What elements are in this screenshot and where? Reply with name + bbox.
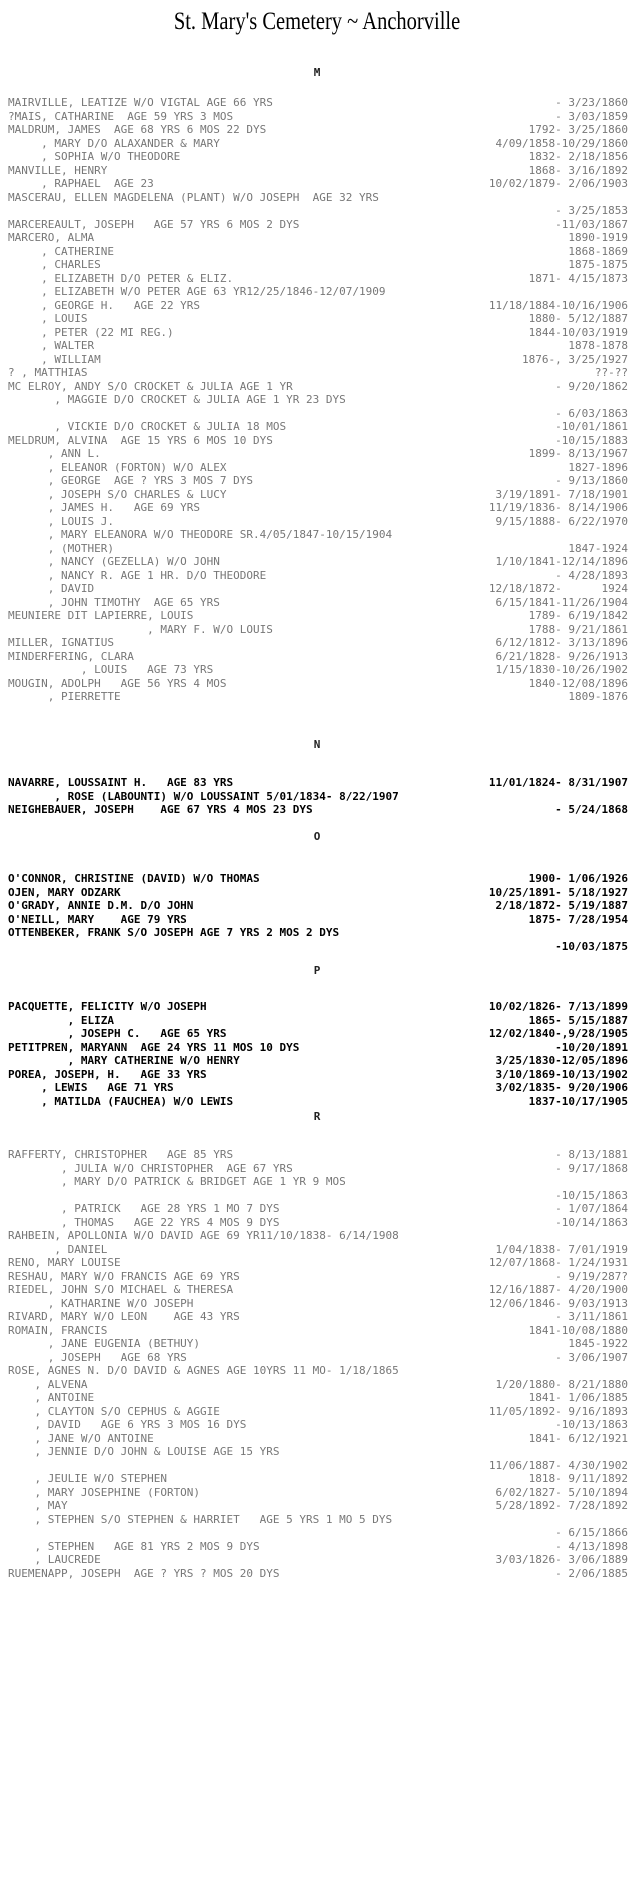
entry-name: , ALVENA	[8, 1377, 88, 1391]
burial-entry	[8, 1364, 628, 1378]
burial-entry	[8, 542, 628, 556]
entry-dates: -10/14/1863	[555, 1215, 628, 1229]
burial-entry	[8, 96, 628, 110]
entry-name: , GEORGE AGE ? YRS 3 MOS 7 DYS	[8, 474, 254, 487]
section-heading-r: R	[313, 1110, 321, 1123]
burial-entry	[8, 1553, 628, 1567]
entry-dates: 6/02/1827- 5/10/1894	[495, 1485, 628, 1499]
entry-dates: - 1/07/1864	[555, 1202, 628, 1215]
section-p-list	[8, 1000, 628, 1108]
entry-dates: - 3/25/1853	[555, 204, 628, 217]
burial-entry	[8, 926, 628, 940]
entry-dates: 1865- 5/15/1887	[528, 1013, 628, 1027]
entry-name: , JANE EUGENIA (BETHUY)	[8, 1337, 201, 1350]
burial-entry	[8, 177, 628, 191]
entry-dates: 1818- 9/11/1892	[528, 1472, 628, 1485]
entry-dates: 1875- 7/28/1954	[528, 912, 628, 926]
burial-entry	[8, 1270, 628, 1284]
entry-name: , CLAYTON S/O CEPHUS & AGGIE	[8, 1404, 220, 1418]
entry-dates: 12/07/1868- 1/24/1931	[488, 1256, 628, 1269]
entry-name: MELDRUM, ALVINA AGE 15 YRS 6 MOS 10 DYS	[8, 433, 273, 447]
burial-entry	[8, 1175, 628, 1189]
entry-name: , ELIZABETH D/O PETER & ELIZ.	[8, 271, 234, 285]
entry-name: , THOMAS AGE 22 YRS 4 MOS 9 DYS	[8, 1215, 280, 1229]
burial-entry	[8, 690, 628, 704]
entry-dates: 1890-1919	[568, 231, 628, 244]
entry-dates: 1809-1876	[568, 690, 628, 703]
burial-entry	[8, 1095, 628, 1109]
entry-dates: -10/01/1861	[555, 420, 628, 433]
entry-name: OJEN, MARY ODZARK	[8, 885, 121, 899]
entry-name: O'GRADY, ANNIE D.M. D/O JOHN	[8, 899, 194, 912]
entry-dates: - 6/03/1863	[555, 406, 628, 420]
entry-dates: - 9/19/287?	[555, 1269, 628, 1283]
entry-name: , LAUCREDE	[8, 1553, 101, 1566]
burial-entry	[8, 1014, 628, 1028]
entry-name: ? , MATTHIAS	[8, 366, 88, 379]
burial-entry	[8, 312, 628, 326]
entry-dates: - 9/17/1868	[555, 1161, 628, 1175]
entry-dates: 5/28/1892- 7/28/1892	[495, 1499, 628, 1512]
page-title: St. Mary's Cemetery ~ Anchorville	[173, 8, 461, 35]
burial-entry	[8, 1256, 628, 1270]
entry-name: , ELEANOR (FORTON) W/O ALEX	[8, 460, 227, 474]
burial-entry	[8, 191, 628, 205]
entry-name: , KATHARINE W/O JOSEPH	[8, 1296, 194, 1310]
burial-entry	[8, 1041, 628, 1055]
entry-name: , PIERRETTE	[8, 690, 121, 703]
entry-name: MARCERO, ALMA	[8, 231, 95, 244]
entry-dates: 1847-1924	[568, 541, 628, 555]
section-n-list	[8, 776, 628, 817]
entry-name: , LOUIS J.	[8, 514, 114, 528]
entry-dates: 9/15/1888- 6/22/1970	[495, 514, 628, 528]
entry-dates: 1844-10/03/1919	[528, 325, 628, 339]
burial-entry	[8, 299, 628, 313]
entry-dates: 11/06/1887- 4/30/1902	[488, 1458, 628, 1472]
burial-entry	[8, 393, 628, 407]
burial-entry	[8, 776, 628, 790]
section-o-list	[8, 872, 628, 953]
entry-name: RENO, MARY LOUISE	[8, 1256, 121, 1269]
entry-dates: -10/20/1891	[555, 1040, 628, 1054]
burial-entry	[8, 886, 628, 900]
entry-name: , CATHERINE	[8, 244, 114, 258]
burial-entry	[8, 407, 628, 421]
burial-entry	[8, 1189, 628, 1203]
burial-entry	[8, 1391, 628, 1405]
entry-name: , JULIA W/O CHRISTOPHER AGE 67 YRS	[8, 1161, 293, 1175]
burial-entry	[8, 258, 628, 272]
entry-name: , MARY F. W/O LOUIS	[8, 622, 273, 636]
burial-entry	[8, 569, 628, 583]
entry-name: RIVARD, MARY W/O LEON AGE 43 YRS	[8, 1310, 240, 1323]
entry-name: , DAVID	[8, 582, 95, 595]
entry-dates: 1/04/1838- 7/01/1919	[495, 1242, 628, 1256]
entry-name: , JANE W/O ANTOINE	[8, 1431, 154, 1445]
burial-entry	[8, 1243, 628, 1257]
entry-name: RAHBEIN, APOLLONIA W/O DAVID AGE 69 YR11/10/1838- 6/14/1908	[8, 1229, 399, 1242]
burial-entry	[8, 1378, 628, 1392]
entry-name: , CHARLES	[8, 258, 101, 271]
burial-entry	[8, 366, 628, 380]
burial-entry	[8, 1081, 628, 1095]
entry-name: , JOSEPH C. AGE 65 YRS	[8, 1027, 227, 1040]
burial-entry	[8, 1027, 628, 1041]
entry-dates: 3/10/1869-10/13/1902	[495, 1067, 628, 1081]
entry-dates: - 5/24/1868	[555, 803, 628, 816]
entry-dates: 1/20/1880- 8/21/1880	[495, 1377, 628, 1391]
entry-name: , ELIZABETH W/O PETER AGE 63 YR12/25/1846-12/07/1909	[8, 285, 386, 298]
entry-name: PACQUETTE, FELICITY W/O JOSEPH	[8, 1000, 207, 1013]
burial-entry	[8, 872, 628, 886]
burial-entry	[8, 1054, 628, 1068]
entry-name: MARCEREAULT, JOSEPH AGE 57 YRS 6 MOS 2 DYS	[8, 217, 300, 231]
entry-dates: - 3/11/1861	[555, 1310, 628, 1323]
burial-entry	[8, 488, 628, 502]
entry-name: , NANCY (GEZELLA) W/O JOHN	[8, 555, 220, 568]
entry-dates: 3/19/1891- 7/18/1901	[495, 487, 628, 501]
entry-name: , JOSEPH S/O CHARLES & LUCY	[8, 487, 227, 501]
burial-entry	[8, 123, 628, 137]
burial-entry	[8, 1000, 628, 1014]
entry-name: , ROSE (LABOUNTI) W/O LOUSSAINT 5/01/1834- 8/22/1907	[8, 789, 399, 803]
burial-entry	[8, 1297, 628, 1311]
entry-name: , DANIEL	[8, 1242, 108, 1256]
burial-entry	[8, 231, 628, 245]
burial-entry	[8, 1310, 628, 1324]
burial-entry	[8, 339, 628, 353]
burial-entry	[8, 420, 628, 434]
burial-entry	[8, 650, 628, 664]
section-m-list	[8, 96, 628, 704]
entry-name: ?MAIS, CATHARINE AGE 59 YRS 3 MOS	[8, 109, 234, 123]
entry-dates: 12/16/1887- 4/20/1900	[488, 1283, 628, 1296]
entry-dates: - 9/20/1862	[555, 379, 628, 393]
burial-entry	[8, 790, 628, 804]
entry-dates: - 3/06/1907	[555, 1350, 628, 1364]
entry-dates: -11/03/1867	[555, 217, 628, 231]
entry-dates: -10/15/1863	[555, 1188, 628, 1202]
entry-dates: - 6/15/1866	[555, 1526, 628, 1539]
entry-name: RIEDEL, JOHN S/O MICHAEL & THERESA	[8, 1283, 234, 1296]
entry-dates: 1878-1878	[568, 339, 628, 352]
burial-entry	[8, 623, 628, 637]
entry-dates: 1876-, 3/25/1927	[522, 352, 628, 366]
entry-name: , MARY CATHERINE W/O HENRY	[8, 1054, 240, 1067]
entry-name: POREA, JOSEPH, H. AGE 33 YRS	[8, 1067, 207, 1081]
entry-name: MASCERAU, ELLEN MAGDELENA (PLANT) W/O JOSEPH AGE 32 YRS	[8, 190, 379, 204]
burial-entry	[8, 110, 628, 124]
burial-entry	[8, 1513, 628, 1527]
burial-entry	[8, 501, 628, 515]
entry-name: , PETER (22 MI REG.)	[8, 325, 174, 339]
burial-entry	[8, 1526, 628, 1540]
entry-name: RUEMENAPP, JOSEPH AGE ? YRS ? MOS 20 DYS	[8, 1566, 280, 1580]
section-heading-o: O	[313, 830, 321, 843]
section-r-list	[8, 1148, 628, 1580]
entry-name: , JOSEPH AGE 68 YRS	[8, 1350, 187, 1364]
burial-entry	[8, 899, 628, 913]
section-heading-n: N	[313, 738, 321, 751]
entry-dates: 10/25/1891- 5/18/1927	[488, 885, 628, 899]
burial-entry	[8, 1216, 628, 1230]
entry-dates: 1845-1922	[568, 1337, 628, 1350]
entry-name: , GEORGE H. AGE 22 YRS	[8, 298, 201, 312]
burial-entry	[8, 1486, 628, 1500]
entry-name: RESHAU, MARY W/O FRANCIS AGE 69 YRS	[8, 1269, 240, 1283]
entry-dates: - 3/23/1860	[555, 96, 628, 109]
entry-name: , MAY	[8, 1499, 68, 1512]
burial-entry	[8, 940, 628, 954]
burial-entry	[8, 515, 628, 529]
entry-dates: 2/18/1872- 5/19/1887	[495, 899, 628, 912]
burial-entry	[8, 528, 628, 542]
burial-entry	[8, 1337, 628, 1351]
entry-dates: 11/01/1824- 8/31/1907	[488, 776, 628, 789]
burial-entry	[8, 1540, 628, 1554]
entry-dates: 1841- 1/06/1885	[528, 1391, 628, 1404]
entry-name: ROMAIN, FRANCIS	[8, 1323, 108, 1337]
entry-dates: 1792- 3/25/1860	[528, 123, 628, 136]
entry-dates: 12/02/1840-,9/28/1905	[488, 1027, 628, 1040]
burial-entry	[8, 677, 628, 691]
section-heading-p: P	[313, 964, 321, 977]
entry-dates: - 4/13/1898	[555, 1539, 628, 1553]
entry-dates: 11/05/1892- 9/16/1893	[488, 1404, 628, 1418]
burial-entry	[8, 596, 628, 610]
entry-name: , WALTER	[8, 339, 95, 352]
entry-dates: 1875-1875	[568, 258, 628, 271]
entry-dates: - 3/03/1859	[555, 109, 628, 123]
entry-dates: 4/09/1858-10/29/1860	[495, 136, 628, 150]
entry-dates: 3/03/1826- 3/06/1889	[495, 1553, 628, 1566]
entry-dates: 6/21/1828- 9/26/1913	[495, 649, 628, 663]
burial-entry	[8, 913, 628, 927]
entry-dates: 11/18/1884-10/16/1906	[488, 298, 628, 312]
entry-dates: - 9/13/1860	[555, 474, 628, 487]
burial-entry	[8, 204, 628, 218]
burial-entry	[8, 1459, 628, 1473]
entry-name: , JAMES H. AGE 69 YRS	[8, 501, 201, 514]
entry-dates: 12/06/1846- 9/03/1913	[488, 1296, 628, 1310]
entry-name: , JEULIE W/O STEPHEN	[8, 1472, 167, 1485]
burial-entry	[8, 1567, 628, 1581]
entry-dates: 3/25/1830-12/05/1896	[495, 1054, 628, 1067]
entry-dates: 3/02/1835- 9/20/1906	[495, 1081, 628, 1094]
burial-entry	[8, 272, 628, 286]
burial-entry	[8, 150, 628, 164]
entry-dates: - 2/06/1885	[555, 1566, 628, 1580]
burial-entry	[8, 434, 628, 448]
entry-dates: 1/15/1830-10/26/1902	[495, 663, 628, 676]
entry-dates: -10/03/1875	[555, 939, 628, 953]
entry-dates: 1841- 6/12/1921	[528, 1431, 628, 1445]
burial-entry	[8, 1202, 628, 1216]
entry-name: , MARY ELEANORA W/O THEODORE SR.4/05/1847-10/15/1904	[8, 528, 393, 541]
entry-name: , ANTOINE	[8, 1391, 95, 1404]
burial-entry	[8, 803, 628, 817]
entry-dates: 6/12/1812- 3/13/1896	[495, 636, 628, 649]
entry-name: , WILLIAM	[8, 352, 101, 366]
entry-name: MANVILLE, HENRY	[8, 163, 108, 177]
entry-name: MINDERFERING, CLARA	[8, 649, 134, 663]
entry-dates: 1880- 5/12/1887	[528, 312, 628, 325]
entry-name: , MATILDA (FAUCHEA) W/O LEWIS	[8, 1094, 234, 1108]
burial-entry	[8, 447, 628, 461]
burial-entry	[8, 380, 628, 394]
burial-entry	[8, 1405, 628, 1419]
burial-entry	[8, 1229, 628, 1243]
entry-name: , DAVID AGE 6 YRS 3 MOS 16 DYS	[8, 1418, 247, 1431]
burial-entry	[8, 1445, 628, 1459]
burial-entry	[8, 245, 628, 259]
entry-dates: 10/02/1826- 7/13/1899	[488, 1000, 628, 1013]
entry-dates: 1789- 6/19/1842	[528, 609, 628, 622]
entry-name: O'NEILL, MARY AGE 79 YRS	[8, 912, 187, 926]
entry-name: MC ELROY, ANDY S/O CROCKET & JULIA AGE 1 YR	[8, 379, 293, 393]
entry-dates: 1868- 3/16/1892	[528, 163, 628, 177]
burial-entry	[8, 353, 628, 367]
entry-name: , (MOTHER)	[8, 541, 114, 555]
entry-name: MALDRUM, JAMES AGE 68 YRS 6 MOS 22 DYS	[8, 123, 267, 136]
entry-name: NAVARRE, LOUSSAINT H. AGE 83 YRS	[8, 776, 234, 789]
entry-name: OTTENBEKER, FRANK S/O JOSEPH AGE 7 YRS 2 MOS 2 DYS	[8, 926, 340, 939]
entry-name: , LOUIS	[8, 312, 88, 325]
entry-dates: 1/10/1841-12/14/1896	[495, 555, 628, 568]
burial-entry	[8, 582, 628, 596]
entry-name: MILLER, IGNATIUS	[8, 636, 114, 649]
burial-entry	[8, 164, 628, 178]
burial-entry	[8, 663, 628, 677]
entry-name: , MARY D/O ALAXANDER & MARY	[8, 136, 220, 150]
entry-dates: 1788- 9/21/1861	[528, 622, 628, 636]
entry-name: , RAPHAEL AGE 23	[8, 177, 154, 190]
entry-name: O'CONNOR, CHRISTINE (DAVID) W/O THOMAS	[8, 872, 260, 885]
entry-dates: 1827-1896	[568, 460, 628, 474]
burial-entry	[8, 1499, 628, 1513]
burial-entry	[8, 609, 628, 623]
burial-entry	[8, 1324, 628, 1338]
entry-dates: 1841-10/08/1880	[528, 1323, 628, 1337]
entry-dates: 11/19/1836- 8/14/1906	[488, 501, 628, 514]
burial-entry	[8, 1148, 628, 1162]
burial-entry	[8, 1472, 628, 1486]
entry-dates: 1837-10/17/1905	[528, 1094, 628, 1108]
entry-name: , LEWIS AGE 71 YRS	[8, 1081, 174, 1094]
burial-entry	[8, 474, 628, 488]
entry-name: , MAGGIE D/O CROCKET & JULIA AGE 1 YR 23 DYS	[8, 393, 346, 406]
section-heading-m: M	[313, 66, 321, 79]
entry-name: , STEPHEN AGE 81 YRS 2 MOS 9 DYS	[8, 1539, 260, 1553]
entry-dates: -10/13/1863	[555, 1418, 628, 1431]
burial-entry	[8, 636, 628, 650]
burial-entry	[8, 461, 628, 475]
entry-dates: 6/15/1841-11/26/1904	[495, 595, 628, 609]
burial-entry	[8, 137, 628, 151]
entry-dates: 1832- 2/18/1856	[528, 150, 628, 163]
entry-name: , VICKIE D/O CROCKET & JULIA 18 MOS	[8, 420, 287, 433]
entry-dates: ??-??	[594, 366, 628, 379]
burial-entry	[8, 1432, 628, 1446]
entry-name: , LOUIS AGE 73 YRS	[8, 663, 214, 676]
entry-dates: 1899- 8/13/1967	[528, 447, 628, 460]
entry-name: , MARY JOSEPHINE (FORTON)	[8, 1485, 201, 1499]
burial-entry	[8, 555, 628, 569]
entry-name: ROSE, AGNES N. D/O DAVID & AGNES AGE 10YRS 11 MO- 1/18/1865	[8, 1364, 399, 1377]
entry-dates: 1840-12/08/1896	[528, 676, 628, 690]
entry-name: NEIGHEBAUER, JOSEPH AGE 67 YRS 4 MOS 23 DYS	[8, 803, 313, 816]
entry-dates: - 4/28/1893	[555, 568, 628, 582]
entry-name: MEUNIERE DIT LAPIERRE, LOUIS	[8, 609, 194, 622]
entry-name: PETITPREN, MARYANN AGE 24 YRS 11 MOS 10 DYS	[8, 1040, 300, 1054]
entry-name: , SOPHIA W/O THEODORE	[8, 150, 181, 163]
entry-dates: - 8/13/1881	[555, 1148, 628, 1161]
burial-entry	[8, 285, 628, 299]
burial-entry	[8, 1283, 628, 1297]
entry-dates: -10/15/1883	[555, 433, 628, 447]
entry-name: , ELIZA	[8, 1013, 114, 1027]
entry-name: , JOHN TIMOTHY AGE 65 YRS	[8, 595, 220, 609]
entry-dates: 12/18/1872- 1924	[488, 582, 628, 595]
burial-entry	[8, 1162, 628, 1176]
entry-dates: 1900- 1/06/1926	[528, 872, 628, 885]
entry-name: , PATRICK AGE 28 YRS 1 MO 7 DYS	[8, 1202, 280, 1215]
entry-name: RAFFERTY, CHRISTOPHER AGE 85 YRS	[8, 1148, 234, 1161]
burial-entry	[8, 326, 628, 340]
entry-name: , MARY D/O PATRICK & BRIDGET AGE 1 YR 9 MOS	[8, 1175, 346, 1188]
entry-name: , JENNIE D/O JOHN & LOUISE AGE 15 YRS	[8, 1445, 280, 1458]
entry-name: MOUGIN, ADOLPH AGE 56 YRS 4 MOS	[8, 676, 227, 690]
burial-entry	[8, 218, 628, 232]
entry-name: , NANCY R. AGE 1 HR. D/O THEODORE	[8, 568, 267, 582]
burial-entry	[8, 1351, 628, 1365]
entry-name: , ANN L.	[8, 447, 101, 460]
burial-entry	[8, 1418, 628, 1432]
entry-name: , STEPHEN S/O STEPHEN & HARRIET AGE 5 YRS 1 MO 5 DYS	[8, 1512, 393, 1526]
entry-dates: 10/02/1879- 2/06/1903	[488, 177, 628, 190]
entry-name: MAIRVILLE, LEATIZE W/O VIGTAL AGE 66 YRS	[8, 96, 273, 109]
entry-dates: 1871- 4/15/1873	[528, 271, 628, 285]
entry-dates: 1868-1869	[568, 244, 628, 258]
burial-entry	[8, 1068, 628, 1082]
